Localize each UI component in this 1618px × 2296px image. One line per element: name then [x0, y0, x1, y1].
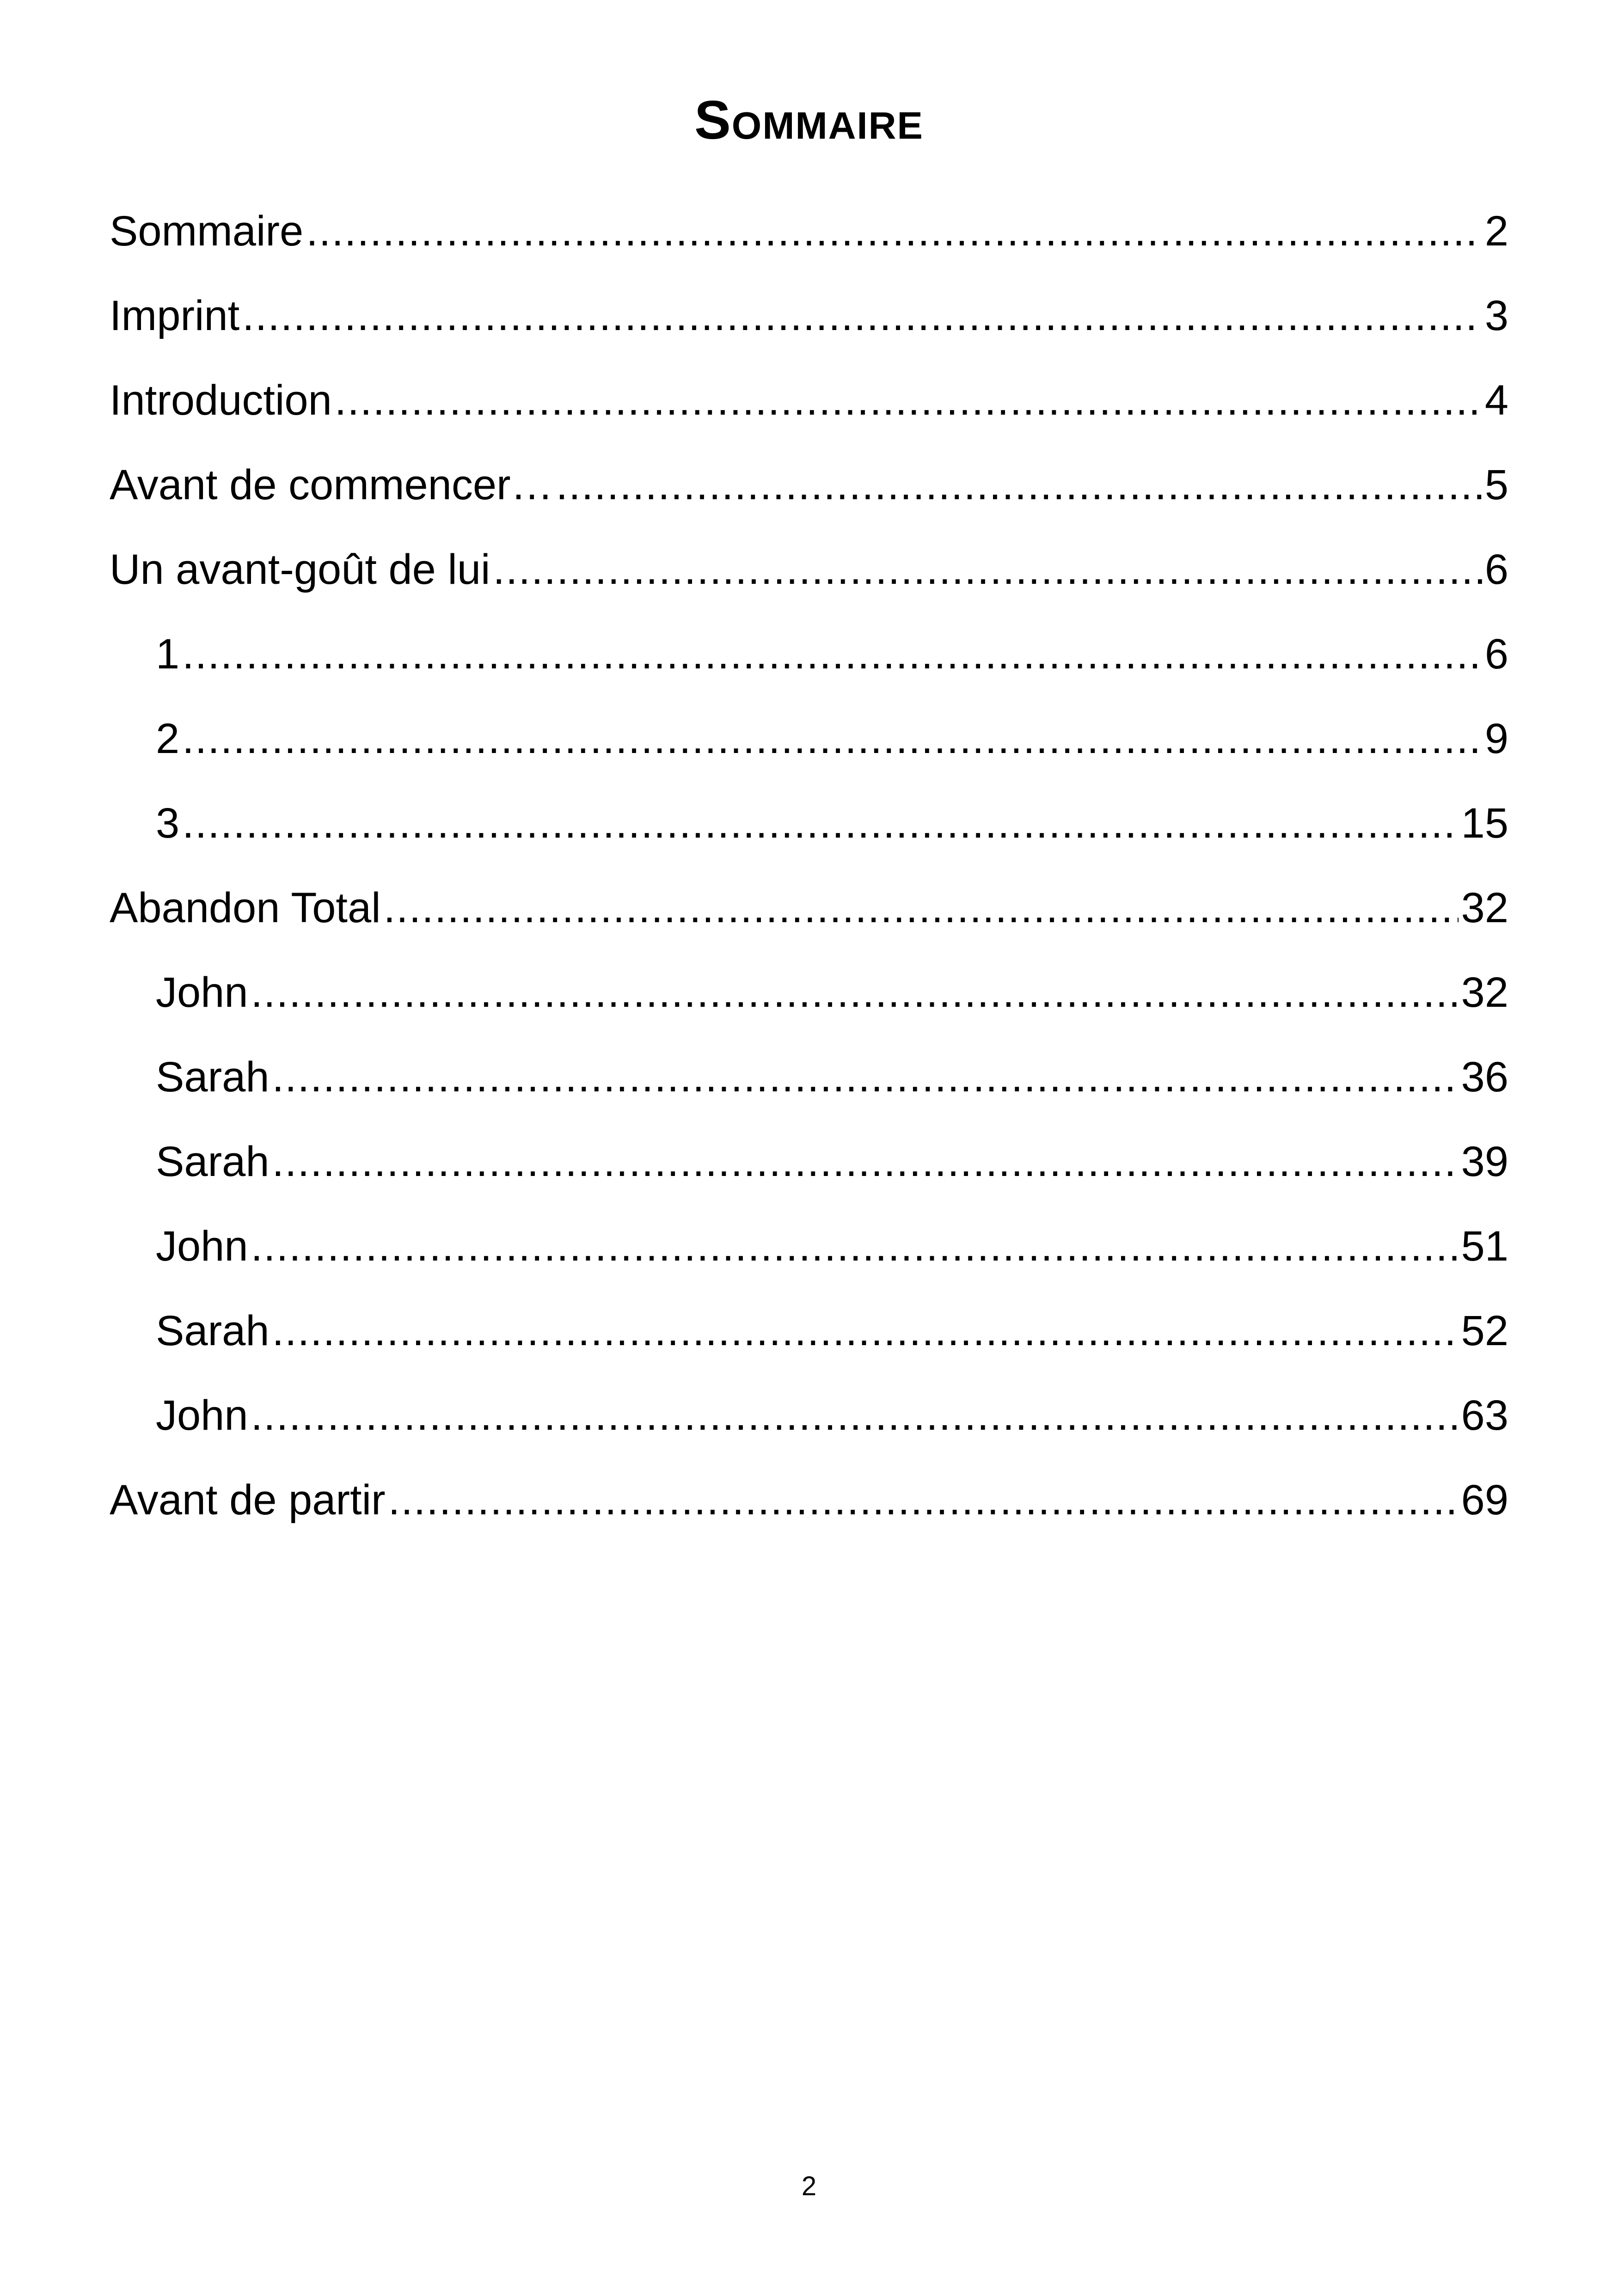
toc-entry[interactable]	[110, 286, 1508, 370]
toc-entry-label: Sarah	[156, 1138, 270, 1185]
toc-entry-label: 1	[156, 631, 180, 678]
toc-entry-label: John	[156, 1392, 248, 1439]
toc-dot-leader	[251, 1216, 1459, 1276]
toc-entry[interactable]	[110, 1385, 1508, 1470]
toc-entry[interactable]	[110, 962, 1508, 1047]
toc-entry[interactable]	[110, 455, 1508, 539]
toc-dot-leader	[182, 624, 1482, 684]
toc-entry[interactable]	[110, 1301, 1508, 1385]
toc-dot-leader	[388, 1470, 1459, 1530]
toc-entry-page: 15	[1461, 800, 1508, 847]
toc-entry[interactable]	[110, 201, 1508, 286]
toc-entry[interactable]	[110, 1470, 1508, 1555]
toc-entry-page: 4	[1484, 377, 1508, 424]
toc-dot-leader	[242, 286, 1482, 346]
toc-entry[interactable]	[110, 1132, 1508, 1216]
toc-entry-label: John	[156, 1223, 248, 1270]
toc-entry-label: 2	[156, 715, 180, 762]
toc-dot-leader	[182, 709, 1482, 769]
toc-entry-label: John	[156, 969, 248, 1016]
toc-entry[interactable]	[110, 624, 1508, 709]
page-title: Sommaire	[694, 90, 924, 151]
toc-entry-page: 6	[1484, 631, 1508, 678]
toc-entry-page: 5	[1484, 461, 1508, 508]
toc-entry-page: 6	[1484, 546, 1508, 593]
toc-dot-leader	[272, 1132, 1459, 1192]
toc-entry-page: 32	[1461, 884, 1508, 931]
toc-entry-label: Avant de partir	[110, 1476, 386, 1524]
toc-entry-label: Un avant-goût de lui	[110, 546, 490, 593]
toc-entry-label: Imprint	[110, 292, 240, 339]
toc-entry-page: 39	[1461, 1138, 1508, 1185]
toc-entry-page: 52	[1461, 1307, 1508, 1354]
toc-entry-page: 3	[1484, 292, 1508, 339]
toc-dot-leader	[306, 201, 1482, 261]
toc-entry[interactable]	[110, 370, 1508, 455]
toc-entry[interactable]	[110, 793, 1508, 878]
toc-entry-label: Abandon Total	[110, 884, 381, 931]
toc-entry[interactable]	[110, 1047, 1508, 1132]
toc-entry-page: 51	[1461, 1223, 1508, 1270]
toc-entry[interactable]	[110, 709, 1508, 793]
toc-entry-page: 9	[1484, 715, 1508, 762]
toc-entry-page: 69	[1461, 1476, 1508, 1524]
toc-dot-leader	[182, 793, 1458, 853]
toc-dot-leader	[335, 370, 1482, 430]
toc-entry-label: Avant de commencer…	[110, 461, 553, 508]
toc-entry-page: 32	[1461, 969, 1508, 1016]
toc-entry-label: Sarah	[156, 1307, 270, 1354]
toc-entry[interactable]	[110, 1216, 1508, 1301]
toc-dot-leader	[493, 539, 1482, 600]
table-of-contents	[110, 201, 1508, 1555]
toc-entry-label: Sarah	[156, 1053, 270, 1101]
toc-entry[interactable]	[110, 878, 1508, 962]
toc-entry[interactable]	[110, 539, 1508, 624]
toc-dot-leader	[384, 878, 1459, 938]
toc-entry-page: 36	[1461, 1053, 1508, 1101]
toc-entry-label: 3	[156, 800, 180, 847]
toc-dot-leader	[272, 1301, 1459, 1361]
toc-dot-leader	[251, 1385, 1459, 1445]
toc-entry-page: 2	[1484, 208, 1508, 255]
toc-entry-page: 63	[1461, 1392, 1508, 1439]
toc-dot-leader	[272, 1047, 1459, 1107]
toc-dot-leader	[251, 962, 1459, 1022]
toc-dot-leader	[556, 455, 1482, 515]
toc-entry-label: Introduction	[110, 377, 332, 424]
toc-entry-label: Sommaire	[110, 208, 304, 255]
page-number: 2	[801, 2171, 817, 2201]
